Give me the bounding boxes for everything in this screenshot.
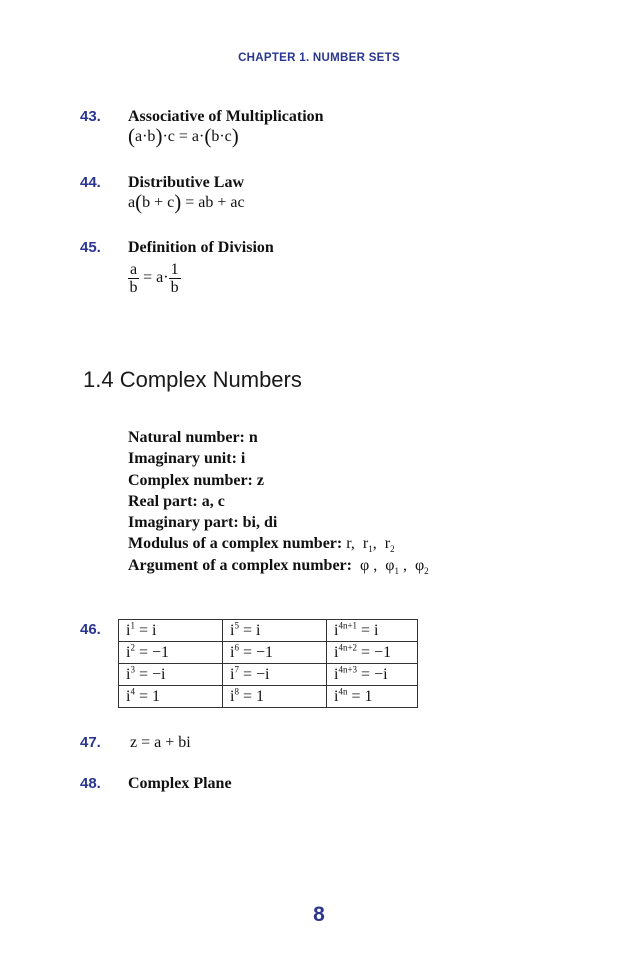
table-cell: $i^{4n} = 1$ — [327, 686, 418, 708]
definition-argument: Argument of a complex number: φ , $\varphi_1$ , $\varphi_2$ — [128, 556, 429, 576]
item-title-43: Associative of Multiplication — [128, 108, 324, 125]
table-cell: $i^{4n+1} = i$ — [327, 620, 418, 642]
page-number: 8 — [313, 903, 325, 926]
table-cell: $i^1 = i$ — [119, 620, 223, 642]
table-cell: $i^3 = -i$ — [119, 664, 223, 686]
powers-of-i-table — [118, 619, 418, 708]
table-row — [119, 620, 418, 642]
definition-modulus: Modulus of a complex number: r, $r_1$, $r_2$ — [128, 535, 395, 555]
chapter-header: CHAPTER 1. NUMBER SETS — [238, 52, 400, 64]
table-cell: $i^4 = 1$ — [119, 686, 223, 708]
table-cell: $i^7 = -i$ — [223, 664, 327, 686]
table-cell: $i^2 = -1$ — [119, 642, 223, 664]
definition-real-part: Real part: a, c — [128, 492, 225, 510]
item-number-46: 46. — [80, 621, 101, 638]
associative-formula: (a·b)·c = a·(b·c) — [128, 124, 239, 148]
definition-natural-number: Natural number: n — [128, 429, 258, 446]
table-row — [119, 642, 418, 664]
definition-imaginary-part: Imaginary part: bi, di — [128, 514, 278, 532]
item-number-44: 44. — [80, 174, 101, 191]
item-title-44: Distributive Law — [128, 174, 244, 191]
table-cell: $i^8 = 1$ — [223, 686, 327, 708]
item-title-45: Definition of Division — [128, 239, 274, 256]
table-cell: $i^{4n+3} = -i$ — [327, 664, 418, 686]
definition-imaginary-unit: Imaginary unit: i — [128, 450, 246, 468]
table-cell: $i^5 = i$ — [223, 620, 327, 642]
complex-number-formula: z = a + bi — [130, 734, 191, 751]
section-title: 1.4 Complex Numbers — [83, 367, 302, 392]
division-formula: $\frac{a}{b}$ = a· $\frac{1}{b}$ — [129, 261, 179, 296]
item-number-45: 45. — [80, 239, 101, 256]
definition-complex-number: Complex number: z — [128, 471, 264, 489]
table-cell: $i^{4n+2} = -1$ — [327, 642, 418, 664]
item-title-48: Complex Plane — [128, 775, 232, 792]
table-row — [119, 686, 418, 708]
table-cell: $i^6 = -1$ — [223, 642, 327, 664]
distributive-formula: a(b + c) = ab + ac — [128, 190, 245, 214]
item-number-48: 48. — [80, 775, 101, 792]
definitions-list — [128, 427, 429, 576]
table-row — [119, 664, 418, 686]
item-number-43: 43. — [80, 108, 101, 125]
item-number-47: 47. — [80, 734, 101, 751]
